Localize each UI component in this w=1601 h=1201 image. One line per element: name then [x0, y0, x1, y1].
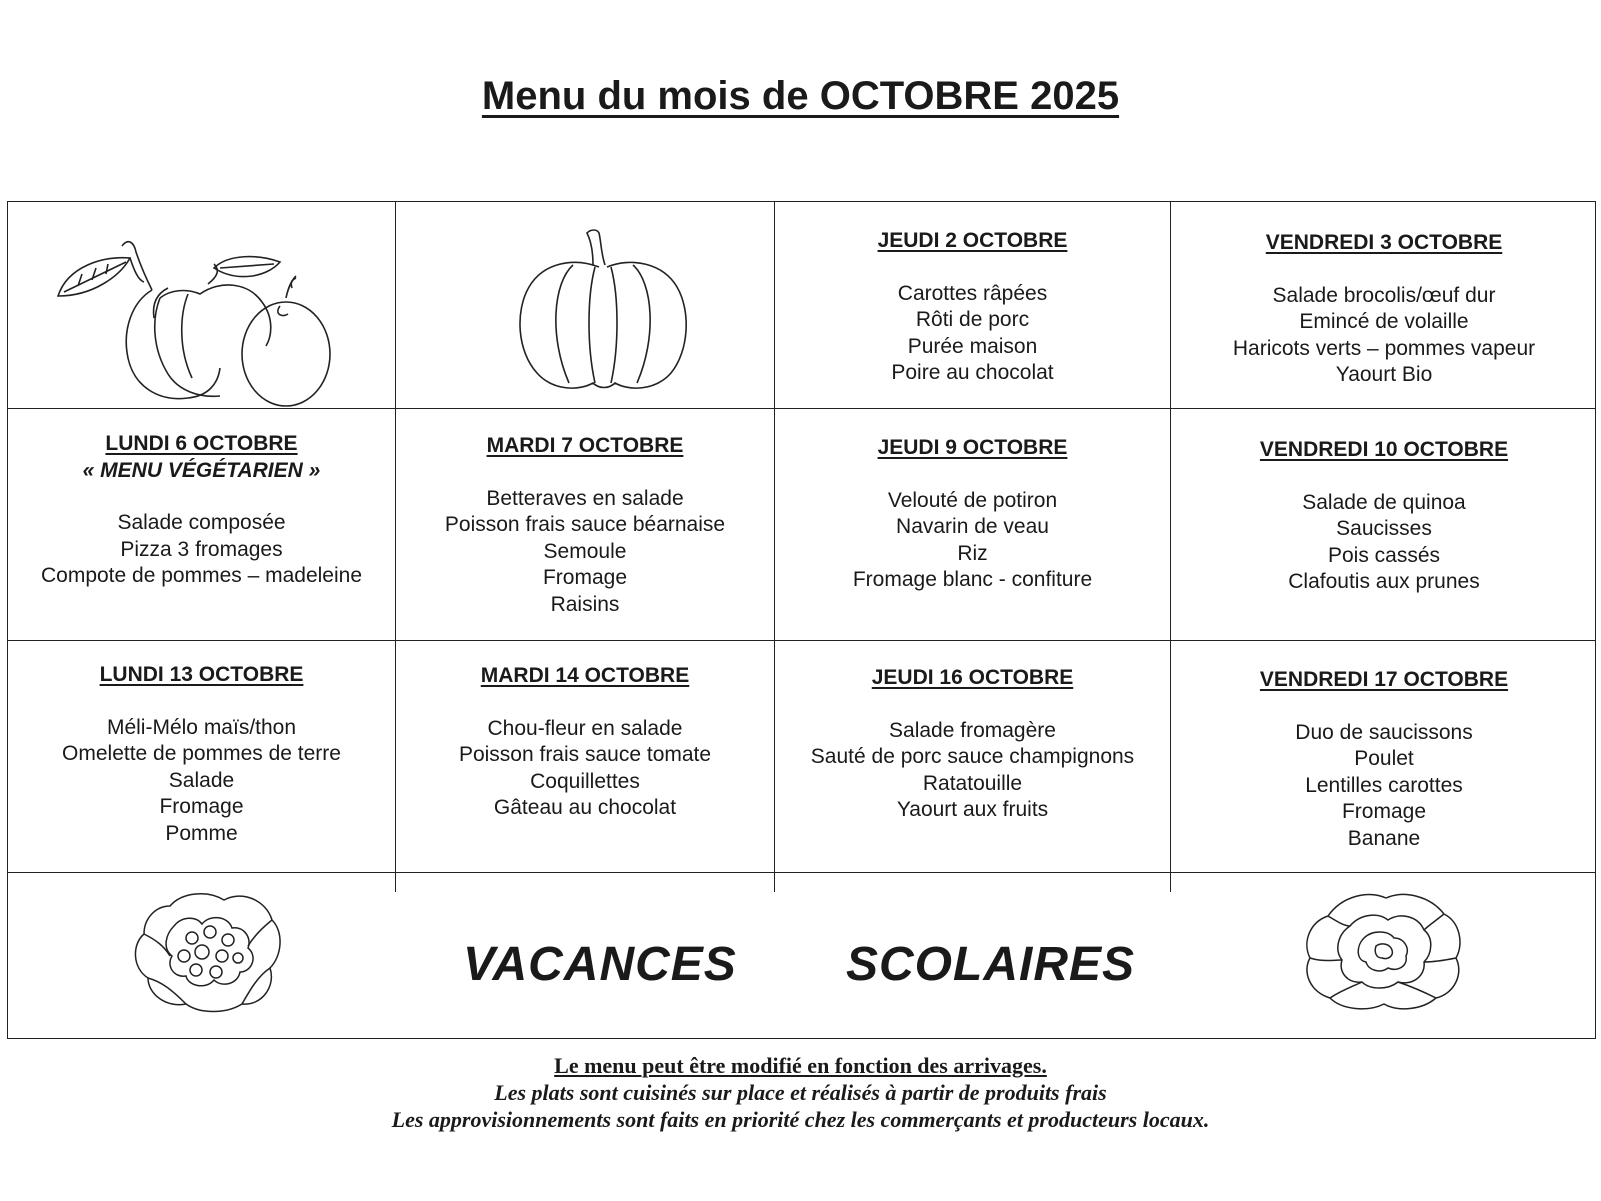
day-subtitle: « MENU VÉGÉTARIEN »: [82, 458, 321, 482]
menu-item: Saucisses: [1336, 517, 1432, 540]
day-title: JEUDI 2 OCTOBRE: [877, 229, 1068, 252]
menu-item: Pois cassés: [1327, 543, 1441, 567]
cauliflower-illustration: [126, 886, 286, 1016]
menu-item: Emincé de volaille: [1299, 310, 1469, 333]
holiday-banner: VACANCES: [463, 938, 737, 991]
menu-item: Salade brocolis/œuf dur: [1272, 283, 1496, 307]
day-title: JEUDI 9 OCTOBRE: [877, 436, 1068, 459]
day-cell: [396, 409, 774, 640]
menu-item: Carottes râpées: [897, 281, 1048, 305]
footer-note: Les approvisionnements sont faits en priorité chez les commerçants et producteurs locaux.: [391, 1107, 1210, 1132]
menu-item: Riz: [957, 541, 988, 565]
fruits-illustration: [48, 218, 333, 408]
menu-item: Fromage blanc - confiture: [852, 568, 1093, 591]
menu-item: Salade fromagère: [889, 718, 1056, 742]
menu-item: Yaourt Bio: [1335, 363, 1433, 386]
pumpkin-illustration: [513, 227, 693, 397]
day-title: MARDI 7 OCTOBRE: [486, 434, 684, 457]
menu-item: Semoule: [543, 539, 627, 563]
menu-item: Poisson frais sauce béarnaise: [444, 513, 726, 536]
menu-item: Betteraves en salade: [486, 486, 684, 510]
menu-item: Yaourt aux fruits: [896, 798, 1049, 821]
menu-item: Duo de saucissons: [1295, 720, 1473, 744]
menu-item: Omelette de pommes de terre: [62, 742, 341, 765]
menu-item: Salade: [168, 768, 235, 792]
menu-item: Banane: [1347, 826, 1421, 850]
day-cell: [1171, 409, 1597, 640]
day-cell: [1171, 202, 1597, 408]
day-cell: [775, 409, 1170, 640]
day-title: JEUDI 16 OCTOBRE: [871, 666, 1074, 689]
menu-item: Pizza 3 fromages: [120, 537, 283, 561]
menu-item: Navarin de veau: [896, 515, 1049, 538]
cabbage-illustration: [1298, 886, 1468, 1016]
menu-item: Poisson frais sauce tomate: [458, 743, 712, 766]
menu-item: Compote de pommes – madeleine: [40, 564, 362, 587]
menu-item: Chou-fleur en salade: [487, 716, 683, 740]
footer-note: Les plats sont cuisinés sur place et réalisés à partir de produits frais: [494, 1080, 1107, 1105]
holiday-banner: SCOLAIRES: [846, 938, 1136, 991]
menu-item: Salade de quinoa: [1302, 490, 1466, 514]
menu-item: Clafoutis aux prunes: [1288, 570, 1480, 593]
menu-item: Coquillettes: [530, 769, 640, 793]
day-title: LUNDI 13 OCTOBRE: [99, 663, 304, 686]
menu-item: Sauté de porc sauce champignons: [810, 745, 1135, 768]
footer-note: Le menu peut être modifié en fonction des arrivages.: [554, 1053, 1047, 1078]
menu-item: Gâteau au chocolat: [493, 796, 677, 819]
row-divider: [8, 872, 1595, 873]
day-cell: [8, 409, 395, 640]
day-title: LUNDI 6 OCTOBRE: [105, 432, 298, 455]
menu-item: Salade composée: [117, 511, 286, 534]
menu-item: Raisins: [550, 592, 620, 616]
menu-item: Lentilles carottes: [1305, 773, 1463, 797]
menu-table: [7, 201, 1596, 1039]
day-title: MARDI 14 OCTOBRE: [480, 664, 690, 687]
menu-item: Pomme: [165, 821, 238, 845]
day-title: VENDREDI 10 OCTOBRE: [1259, 438, 1509, 461]
menu-item: Velouté de potiron: [887, 488, 1058, 512]
day-cell: [775, 641, 1170, 872]
menu-item: Haricots verts – pommes vapeur: [1232, 336, 1536, 360]
menu-item: Rôti de porc: [915, 308, 1030, 331]
menu-item: Ratatouille: [922, 771, 1023, 795]
day-cell: [8, 641, 395, 872]
menu-item: Poire au chocolat: [891, 361, 1054, 384]
menu-item: Purée maison: [907, 334, 1038, 358]
day-cell: [396, 641, 774, 872]
day-cell: [1171, 641, 1597, 872]
menu-item: Fromage: [1341, 800, 1427, 823]
menu-item: Poulet: [1354, 747, 1414, 770]
menu-item: Méli-Mélo maïs/thon: [106, 715, 297, 739]
day-title: VENDREDI 17 OCTOBRE: [1259, 668, 1509, 691]
menu-item: Fromage: [542, 566, 628, 589]
menu-item: Fromage: [159, 795, 244, 818]
day-cell: [775, 202, 1170, 408]
page-title: Menu du mois de OCTOBRE 2025: [481, 74, 1120, 118]
day-title: VENDREDI 3 OCTOBRE: [1265, 231, 1503, 254]
